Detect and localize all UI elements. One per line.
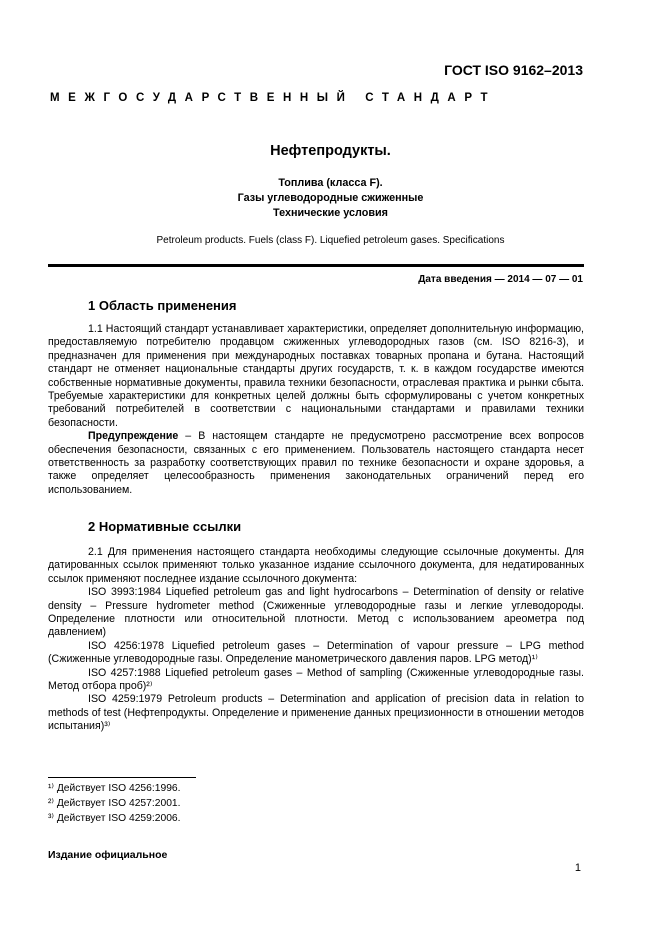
subtitle-3: Технические условия	[273, 207, 388, 219]
document-title: Нефтепродукты.	[270, 143, 391, 159]
reference-item: ISO 4257:1988 Liquefied petroleum gases – Method of sampling (Сжиженные углеводородные газы. Метод отбора проб)²⁾	[48, 666, 584, 693]
paragraph-1-1: 1.1 Настоящий стандарт устанавливает характеристики, определяет дополнительную информацию, предоставляемую потребителю продавцом сжиженных углеводородных газов (см. ISO 8216-3), и предназначен для применения при международных поставках товарных пропана и бутана. Настоящий стандарт не отменяет национальные стандарты других государств, т. к. в каждом государстве имеются собственные нормативные документы, правила техники безопасности, отраслевая практика и рынки сбыта. Требуемые характеристики для конкретных целей должны быть сформулированы с учетом конкретных требований потребителей в соответствии с национальными стандартами и правилами техники безопасности.	[48, 323, 584, 429]
reference-item: ISO 4259:1979 Petroleum products – Determination and application of precision data in relation to methods of test (Нефтепродукты. Определение и применение данных прецизионности в отношении методов испытания)³⁾	[48, 693, 584, 733]
reference-item: ISO 4256:1978 Liquefied petroleum gases – Determination of vapour pressure – LPG method (Сжиженные углеводородные газы. Определение манометрического давления паров. LPG метод)¹⁾	[48, 639, 584, 666]
paragraph-2-1: 2.1 Для применения настоящего стандарта необходимы следующие ссылочные документы. Для датированных ссылок применяют только указанное издание ссылочного документа, для недатированных ссылок применяют последнее издание ссылочного документа:	[48, 546, 584, 585]
english-title: Petroleum products. Fuels (class F). Liquefied petroleum gases. Specifications	[156, 235, 505, 246]
footnote-2: ²⁾ Действует ISO 4257:2001.	[48, 798, 181, 809]
subtitle-2: Газы углеводородные сжиженные	[237, 192, 424, 204]
effective-date: Дата введения — 2014 — 07 — 01	[418, 274, 583, 285]
title-divider	[48, 264, 584, 267]
page-number: 1	[574, 862, 581, 874]
warning-label: Предупреждение	[88, 430, 179, 443]
official-edition-label: Издание официальное	[48, 849, 168, 861]
standard-category: МЕЖГОСУДАРСТВЕННЫЙ СТАНДАРТ	[50, 92, 497, 104]
subtitle-1: Топлива (класса F).	[278, 177, 383, 189]
standard-code: ГОСТ ISO 9162–2013	[444, 62, 583, 78]
warning-paragraph	[48, 430, 584, 497]
footnote-3: ³⁾ Действует ISO 4259:2006.	[48, 813, 181, 824]
section-1-heading: 1 Область применения	[88, 298, 237, 313]
reference-item: ISO 3993:1984 Liquefied petroleum gas and light hydrocarbons – Determination of density or relative density – Pressure hydrometer method (Сжиженные углеводородные газы и легкие углеводороды. Определение плотности или относительной плотности. Метод с использованием ареометра под давлением)	[48, 586, 584, 639]
section-2-body	[48, 546, 584, 734]
section-2-heading: 2 Нормативные ссылки	[88, 519, 242, 534]
section-1-body	[48, 323, 584, 497]
footnote-divider	[48, 777, 196, 778]
warning-text: – В настоящем стандарте не предусмотрено рассмотрение всех вопросов обеспечения безопасности, связанных с его применением. Пользователь настоящего стандарта несет ответственность за разработку соответствующих правил по технике безопасности и охране здоровья, а также определяет целесообразность применения законодательных ограничений перед его использованием.	[48, 430, 584, 496]
footnote-1: ¹⁾ Действует ISO 4256:1996.	[48, 783, 181, 794]
